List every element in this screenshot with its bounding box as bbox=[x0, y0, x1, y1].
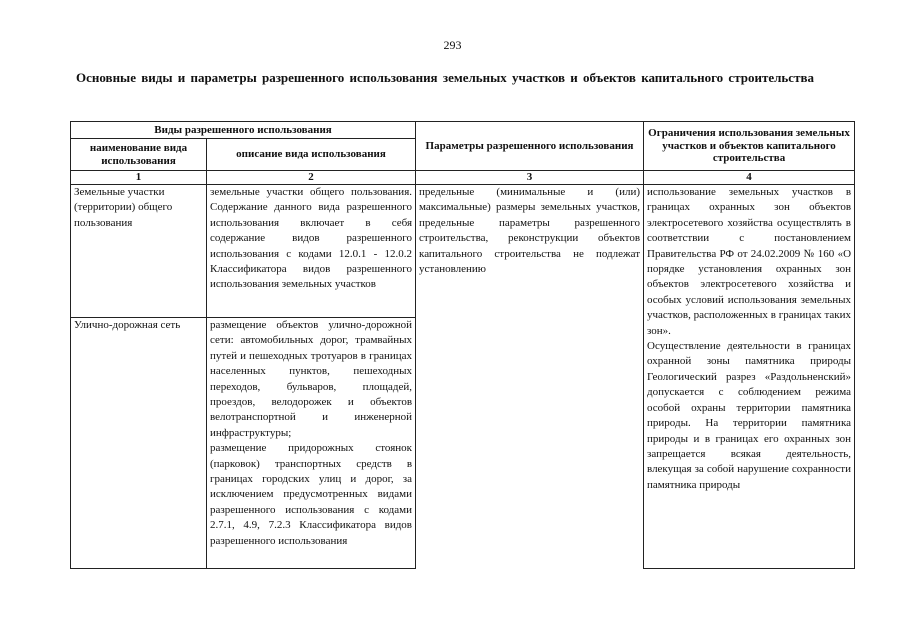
column-number-1: 1 bbox=[71, 171, 207, 185]
row-1-description: земельные участки общего пользования. Содержание данного вида разрешенного использования включает в себя содержание видов разрешенного использования с кодами 12.0.1 - 12.0.2 Классификатора видов разрешенного использования земельных участков bbox=[207, 185, 416, 318]
header-restrictions: Ограничения использования земельных участков и объектов капитального строительства bbox=[644, 122, 855, 171]
row-2-description-part-2: размещение придорожных стоянок (парковок) транспортных средств в границах городских улиц и дорог, за исключением предусмотренных видами разрешенного использования с кодами 2.7.1, 4.9, 7.2.3 Классификатора видов разрешенного использования bbox=[210, 442, 413, 547]
parameters-cell: предельные (минимальные и (или) максимальные) размеры земельных участков, предельные параметры разрешенного строительства, реконструкции объектов капитального строительства не подлежат установлению bbox=[416, 185, 644, 569]
column-number-3: 3 bbox=[416, 171, 644, 185]
row-2-description bbox=[207, 318, 416, 569]
header-description: описание вида использования bbox=[207, 139, 416, 171]
header-types-group: Виды разрешенного использования bbox=[71, 122, 416, 139]
row-2-description-part-1: размещение объектов улично-дорожной сети: автомобильных дорог, трамвайных путей и пешеходных тротуаров в границах населенных пунктов, пешеходных переходов, бульваров, площадей, проездов, велодорожек и объектов велотранспортной и инженерной инфраструктуры; bbox=[210, 319, 413, 439]
page-number: 293 bbox=[443, 38, 462, 52]
column-number-2: 2 bbox=[207, 171, 416, 185]
row-1-name: Земельные участки (территории) общего пользования bbox=[71, 185, 207, 318]
restrictions-paragraph-1: использование земельных участков в границах охранных зон объектов электросетевого хозяйства осуществлять в соответствии с постановлением Правительства РФ от 24.02.2009 № 160 «О порядке установления охранных зон объектов электросетевого хозяйства и особых условий использования земельных участков, расположенных в границах таких зон». bbox=[647, 186, 852, 337]
header-parameters: Параметры разрешенного использования bbox=[416, 122, 644, 171]
column-number-4: 4 bbox=[644, 171, 855, 185]
restrictions-cell bbox=[644, 185, 855, 569]
header-name: наименование вида использования bbox=[71, 139, 207, 171]
land-use-table bbox=[70, 121, 855, 569]
row-2-name: Улично-дорожная сеть bbox=[71, 318, 207, 569]
restrictions-paragraph-2: Осуществление деятельности в границах охранной зоны памятника природы Геологический разрез «Раздольненский» допускается с соблюдением режима особой охраны территории памятника природы. На территории памятника природы и в границах его охранных зон запрещается всякая деятельность, влекущая за собой нарушение сохранности памятника природы bbox=[647, 340, 852, 491]
document-heading: Основные виды и параметры разрешенного использования земельных участков и объектов капитального строительства bbox=[76, 70, 814, 85]
